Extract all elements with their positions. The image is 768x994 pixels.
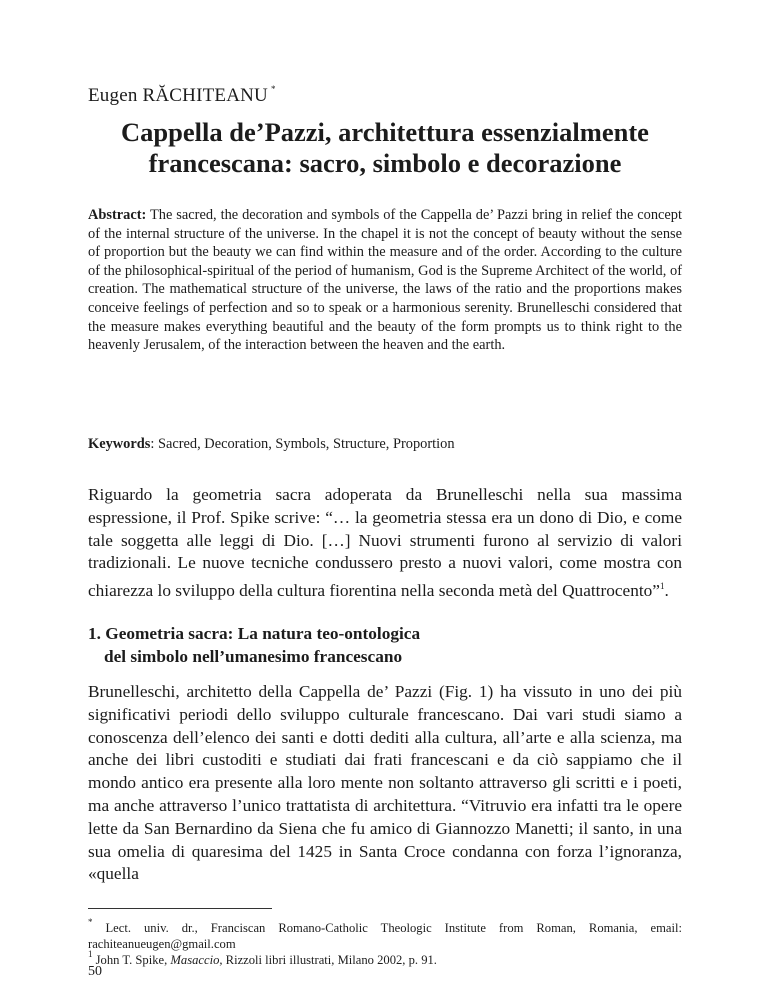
paragraph-1-text: Riguardo la geometria sacra adoperata da Brunelleschi nella sua massima espressione, il Prof. Spike scrive: “… la geometria stessa era un dono di Dio, e come tale soggetta alle leggi di Dio. […] Nuovi strumenti furono al servizio di valori tradizionali. Le nuove tecniche condussero presto a nuovi valori, come mostra con chiarezza lo sviluppo della cultura fiorentina nella seconda metà del Quattrocento” [88, 485, 682, 601]
section-heading [88, 623, 420, 669]
author-name: Eugen RĂCHITEANU [88, 85, 268, 106]
author-line [88, 84, 276, 107]
body-paragraph-1 [88, 484, 682, 603]
keywords [88, 436, 455, 453]
abstract-text: The sacred, the decoration and symbols of the Cappella de’ Pazzi bring in relief the concept of the internal structure of the universe. In the chapel it is not the concept of beauty without the sense of proportion but the beauty we can find within the measure and of the order. According to the culture of the philosophical-spiritual of the period of humanism, God is the Supreme Architect of the world, of creation. The mathematical structure of the universe, the laws of the ratio and the proportions makes conceive feelings of perfection and so to speak or a harmonious serenity. Brunelleschi considered that the measure makes everything beautiful and the beauty of the form prompts us to think right to the heavenly Jerusalem, of the interaction between the heaven and the earth. [88, 207, 682, 354]
author-footnote-mark: * [270, 84, 276, 94]
paper-page [88, 0, 682, 994]
footnote-1-text: Lect. univ. dr., Franciscan Romano-Catholic Theologic Institute from Roman, Romania, email: rachiteanueugen@gmail.com [88, 921, 682, 951]
footnote-2-italic: Masaccio, [170, 953, 223, 967]
footnote-2-mark: 1 [88, 949, 93, 959]
abstract [88, 206, 682, 355]
footnote-2-before: John T. Spike, [92, 953, 171, 967]
footnote-2-after: Rizzoli libri illustrati, Milano 2002, p. 91. [222, 953, 437, 967]
title-line-1: Cappella de’Pazzi, architettura essenzialmente [121, 117, 649, 147]
body-paragraph-2: Brunelleschi, architetto della Cappella de’ Pazzi (Fig. 1) ha vissuto in uno dei più significativi periodi dello sviluppo culturale francescano. Dai vari studi siamo a conoscenza dell’elenco dei santi e dotti dediti alla cultura, all’arte e alla scienza, ma anche dei libri custoditi e studiati dai frati francescani e da ciò sappiamo che il mondo antico era presente alla loro mente non soltanto attraverso gli scritti e i poeti, ma anche attraverso l’unico trattatista di architettura. “Vitruvio era infatti tra le opere lette da San Bernardino da Siena che fu amico di Giannozzo Manetti; il santo, in una sua omelia di quaresima del 1425 in Santa Croce condanna con forza l’ignoranza, «quella [88, 682, 682, 884]
keywords-text: : Sacred, Decoration, Symbols, Structure, Proportion [150, 436, 455, 452]
footnote-1-mark: * [88, 917, 93, 927]
footnote-divider [88, 908, 272, 909]
abstract-label: Abstract: [88, 207, 147, 223]
page-number: 50 [88, 964, 102, 979]
section-heading-line-2: del simbolo nell’umanesimo francescano [104, 646, 403, 666]
paragraph-1-end: . [664, 581, 669, 601]
keywords-label: Keywords [88, 436, 151, 452]
footnote-ref-1[interactable]: 1 [659, 581, 665, 592]
title-line-2: francescana: sacro, simbolo e decorazione [148, 148, 622, 178]
paper-title [88, 117, 682, 179]
footnote-2 [88, 946, 682, 968]
section-heading-line-1: 1. Geometria sacra: La natura teo-ontologica [88, 624, 421, 643]
